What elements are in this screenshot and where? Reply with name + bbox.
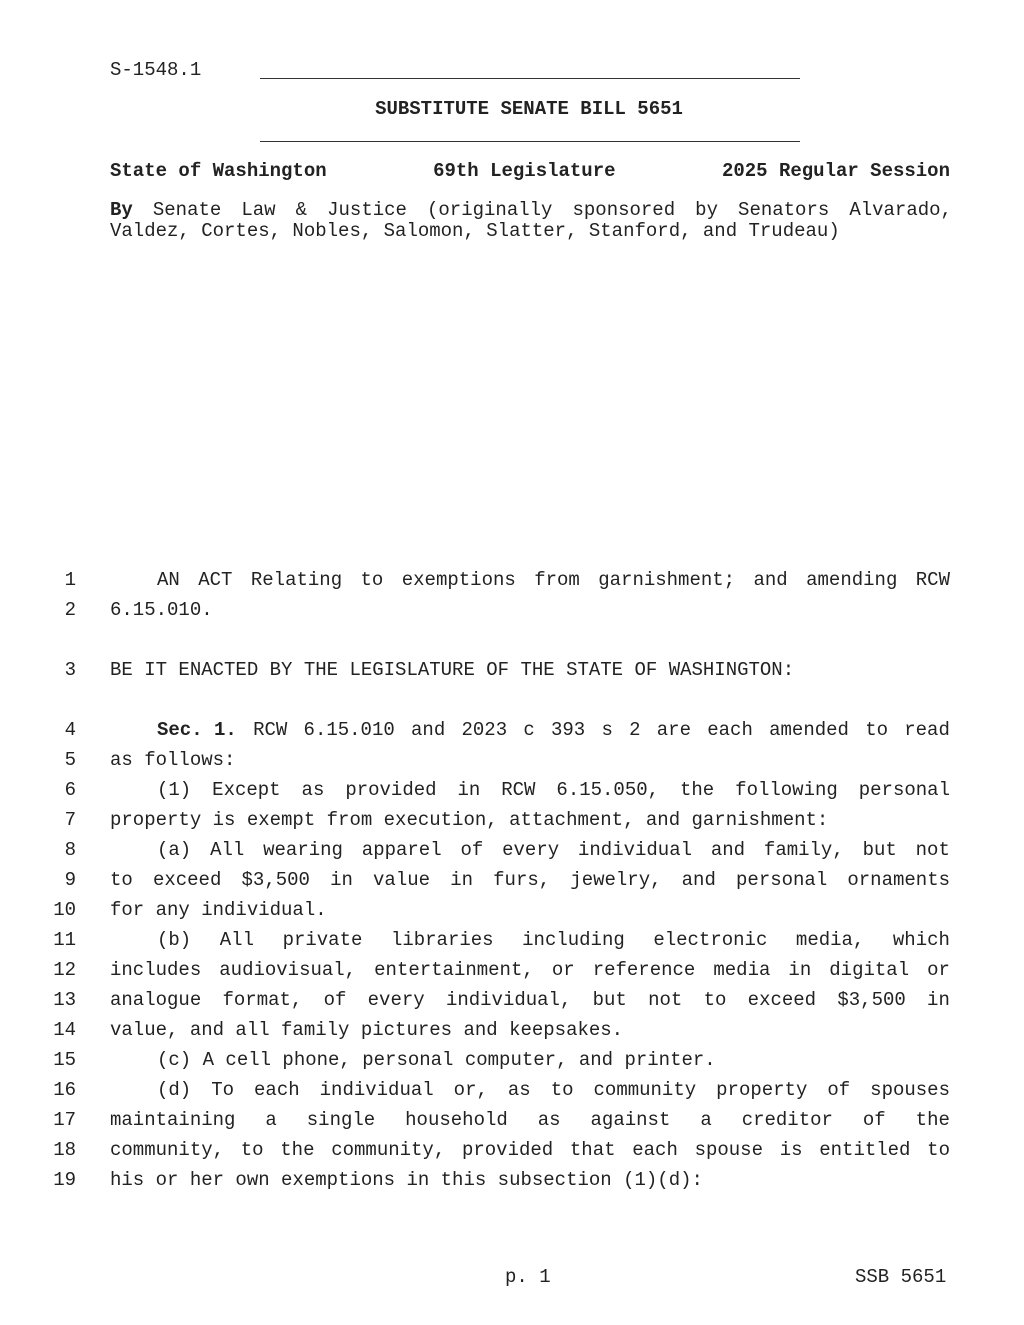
word: single xyxy=(306,1109,376,1131)
word: to xyxy=(360,569,384,591)
line-number: 2 xyxy=(64,599,76,621)
line-text: 6.15.010. xyxy=(110,599,213,621)
title-rule-top xyxy=(260,78,800,79)
bill-title: SUBSTITUTE SENATE BILL 5651 xyxy=(375,98,683,120)
word: and xyxy=(710,839,746,861)
word: exemptions xyxy=(401,569,516,591)
word: exceed xyxy=(152,869,222,891)
word: furs, xyxy=(493,869,551,891)
word: amending xyxy=(806,569,898,591)
word: that xyxy=(569,1139,616,1161)
line-number: 5 xyxy=(64,749,76,771)
word: Senators xyxy=(738,199,830,221)
lead-word: Sec. 1. xyxy=(157,719,237,741)
word: apparel xyxy=(361,839,442,861)
lead-word: By xyxy=(110,199,133,221)
word: All xyxy=(210,839,245,861)
section-heading xyxy=(157,715,950,745)
word: community, xyxy=(331,1139,446,1161)
line-number: 11 xyxy=(53,929,76,951)
line-number: 10 xyxy=(53,899,76,921)
word: 393 xyxy=(551,719,586,741)
word: spouses xyxy=(870,1079,950,1101)
word: to xyxy=(703,989,727,1011)
bill-line xyxy=(40,925,950,955)
word: (d) xyxy=(157,1079,192,1101)
line-text xyxy=(110,1135,950,1165)
word: reference xyxy=(592,959,696,981)
word: libraries xyxy=(390,929,494,951)
word: as xyxy=(537,1109,561,1131)
bill-line xyxy=(40,1015,950,1045)
word: read xyxy=(904,719,950,741)
word: AN xyxy=(157,569,180,591)
word: To xyxy=(211,1079,235,1101)
line-number: 15 xyxy=(53,1049,76,1071)
bill-line xyxy=(40,835,950,865)
bill-line xyxy=(40,745,950,775)
word: to xyxy=(110,869,133,891)
page-number: p. 1 xyxy=(505,1266,551,1288)
word: including xyxy=(522,929,625,951)
word: $3,500 xyxy=(837,989,906,1011)
word: personal xyxy=(736,869,828,891)
word: of xyxy=(862,1109,886,1131)
bill-line xyxy=(40,565,950,595)
word: of xyxy=(323,989,347,1011)
line-number: 14 xyxy=(53,1019,76,1041)
word: and xyxy=(681,869,716,891)
word: Justice xyxy=(327,199,407,221)
word: All xyxy=(219,929,254,951)
word: (originally xyxy=(427,199,553,221)
word: in xyxy=(450,869,473,891)
word: community, xyxy=(110,1139,225,1161)
session-name: 2025 Regular Session xyxy=(721,160,950,182)
line-text xyxy=(110,985,950,1015)
word: (b) xyxy=(157,929,192,951)
line-text: property is exempt from execution, attachment, and garnishment: xyxy=(110,809,829,831)
word: the xyxy=(915,1109,950,1131)
line-number: 13 xyxy=(53,989,76,1011)
word: & xyxy=(295,199,308,221)
word: from xyxy=(534,569,580,591)
word: format, xyxy=(222,989,303,1011)
word: to xyxy=(550,1079,574,1101)
word: RCW xyxy=(501,779,536,801)
word: not xyxy=(648,989,683,1011)
word: s xyxy=(601,719,613,741)
line-text xyxy=(157,565,950,595)
line-text xyxy=(157,1075,950,1105)
line-text xyxy=(110,955,950,985)
word: property xyxy=(716,1079,808,1101)
bill-line xyxy=(40,805,950,835)
session-info xyxy=(110,160,950,182)
word: or, xyxy=(453,1079,488,1101)
line-number: 9 xyxy=(64,869,76,891)
word: 6.15.050, xyxy=(556,779,660,801)
line-text xyxy=(110,865,950,895)
sponsor-line-2: Valdez, Cortes, Nobles, Salomon, Slatter, Stanford, and Trudeau) xyxy=(110,220,840,242)
word: electronic xyxy=(653,929,768,951)
word: in xyxy=(788,959,812,981)
word: every xyxy=(367,989,425,1011)
word: exceed xyxy=(747,989,817,1011)
word: but xyxy=(862,839,897,861)
word: are xyxy=(656,719,691,741)
word: entitled xyxy=(819,1139,911,1161)
word: by xyxy=(695,199,718,221)
word: audiovisual, xyxy=(219,959,357,981)
word: the xyxy=(280,1139,315,1161)
word: to xyxy=(865,719,888,741)
word: ornaments xyxy=(847,869,950,891)
word: of xyxy=(827,1079,851,1101)
word: provided xyxy=(345,779,437,801)
line-number: 3 xyxy=(64,659,76,681)
word: creditor xyxy=(741,1109,833,1131)
word: amended xyxy=(769,719,849,741)
bill-line xyxy=(40,595,950,625)
word: jewelry, xyxy=(570,869,662,891)
line-text xyxy=(110,1105,950,1135)
line-text: (c) A cell phone, personal computer, and printer. xyxy=(157,1049,716,1071)
word: personal xyxy=(858,779,950,801)
word: maintaining xyxy=(110,1109,236,1131)
line-number: 19 xyxy=(53,1169,76,1191)
word: each xyxy=(707,719,753,741)
word: 2 xyxy=(629,719,641,741)
word: Except xyxy=(212,779,281,801)
word: Senate xyxy=(152,199,222,221)
sponsor-line-1 xyxy=(110,200,952,221)
word: family, xyxy=(763,839,844,861)
word: RCW xyxy=(915,569,950,591)
bill-line xyxy=(40,1105,950,1135)
footer-bill-id: SSB 5651 xyxy=(855,1266,947,1288)
bill-line xyxy=(40,655,950,685)
line-number: 12 xyxy=(53,959,76,981)
word: which xyxy=(892,929,950,951)
word: private xyxy=(282,929,363,951)
line-number: 4 xyxy=(64,719,76,741)
word: c xyxy=(523,719,535,741)
word: to xyxy=(240,1139,264,1161)
word: analogue xyxy=(110,989,202,1011)
word: media xyxy=(713,959,771,981)
word: Alvarado, xyxy=(849,199,952,221)
word: individual xyxy=(319,1079,434,1101)
word: as xyxy=(301,779,325,801)
line-number: 16 xyxy=(53,1079,76,1101)
line-text: for any individual. xyxy=(110,899,327,921)
word: digital xyxy=(829,959,910,981)
line-text: as follows: xyxy=(110,749,236,771)
word: of xyxy=(460,839,484,861)
word: Relating xyxy=(250,569,343,591)
line-text: value, and all family pictures and keepsakes. xyxy=(110,1019,624,1041)
word: media, xyxy=(795,929,865,951)
word: community xyxy=(593,1079,697,1101)
word: and xyxy=(753,569,788,591)
word: to xyxy=(927,1139,950,1161)
word: in xyxy=(927,989,950,1011)
line-number: 1 xyxy=(64,569,76,591)
word: in xyxy=(457,779,481,801)
bill-line xyxy=(40,1045,950,1075)
bill-line xyxy=(40,895,950,925)
line-number: 18 xyxy=(53,1139,76,1161)
bill-line xyxy=(40,1135,950,1165)
word: individual, xyxy=(445,989,572,1011)
word: (1) xyxy=(157,779,192,801)
word: ACT xyxy=(198,569,233,591)
bill-line xyxy=(40,955,950,985)
line-text xyxy=(157,925,950,955)
line-text: his or her own exemptions in this subsection (1)(d): xyxy=(110,1169,703,1191)
word: $3,500 xyxy=(241,869,310,891)
word: garnishment; xyxy=(598,569,736,591)
word: as xyxy=(507,1079,531,1101)
word: or xyxy=(927,959,950,981)
word: and xyxy=(411,719,446,741)
word: includes xyxy=(110,959,202,981)
line-text xyxy=(157,775,950,805)
word: Law xyxy=(241,199,276,221)
word: or xyxy=(551,959,575,981)
word: against xyxy=(590,1109,671,1131)
word: wearing xyxy=(263,839,343,861)
word: spouse xyxy=(694,1139,763,1161)
word: is xyxy=(779,1139,803,1161)
line-number: 8 xyxy=(64,839,76,861)
word: every xyxy=(502,839,560,861)
word: value xyxy=(373,869,431,891)
line-number: 6 xyxy=(64,779,76,801)
title-rule-bottom xyxy=(260,141,800,142)
word: following xyxy=(735,779,838,801)
word: each xyxy=(632,1139,678,1161)
state-name: State of Washington xyxy=(110,160,327,182)
bill-line xyxy=(40,1075,950,1105)
bill-line xyxy=(40,1165,950,1195)
line-text xyxy=(157,835,950,865)
word: household xyxy=(405,1109,508,1131)
word: individual xyxy=(577,839,693,861)
sponsor-block xyxy=(110,200,952,242)
word: RCW xyxy=(253,719,288,741)
word: in xyxy=(330,869,353,891)
bill-line xyxy=(40,865,950,895)
bill-line xyxy=(40,715,950,745)
draft-code: S-1548.1 xyxy=(110,59,202,81)
word: entertainment, xyxy=(374,959,534,981)
line-number: 7 xyxy=(64,809,76,831)
legislature-name: 69th Legislature xyxy=(433,160,616,182)
word: not xyxy=(915,839,950,861)
word: the xyxy=(680,779,715,801)
word: 2023 xyxy=(461,719,508,741)
word: a xyxy=(700,1109,712,1131)
word: provided xyxy=(461,1139,554,1161)
word: each xyxy=(254,1079,300,1101)
bill-line xyxy=(40,775,950,805)
enacting-clause: BE IT ENACTED BY THE LEGISLATURE OF THE STATE OF WASHINGTON: xyxy=(110,659,795,681)
word: a xyxy=(265,1109,277,1131)
line-number: 17 xyxy=(53,1109,76,1131)
word: but xyxy=(592,989,627,1011)
bill-line xyxy=(40,985,950,1015)
word: 6.15.010 xyxy=(303,719,395,741)
word: (a) xyxy=(157,839,192,861)
word: sponsored xyxy=(572,199,676,221)
